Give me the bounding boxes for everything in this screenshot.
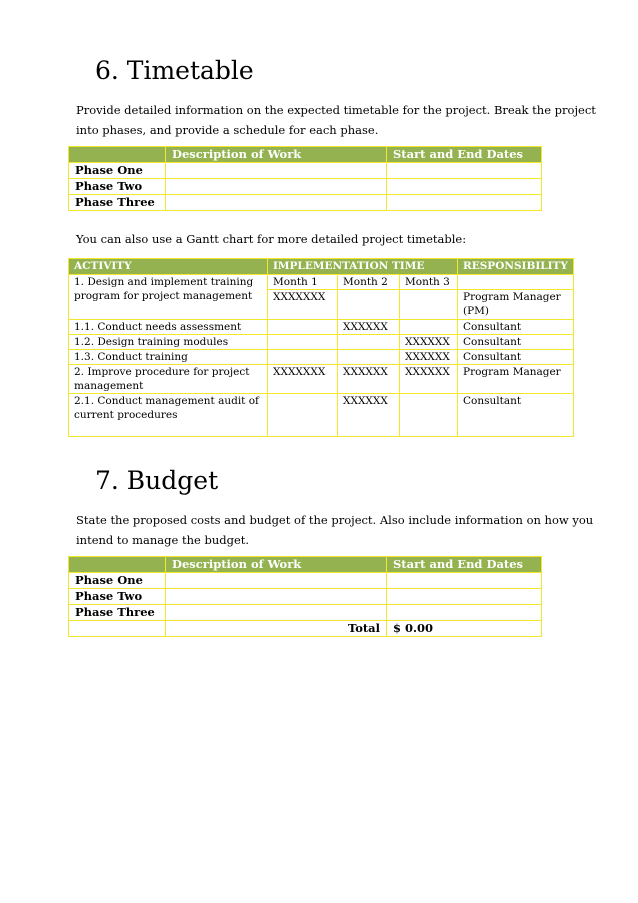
timetable-phase-label: Phase One — [69, 163, 166, 179]
gantt-header-activity: ACTIVITY — [69, 259, 268, 275]
budget-description-cell[interactable] — [166, 605, 387, 621]
gantt-month-label: Month 1 — [268, 275, 338, 290]
gantt-responsibility-cell: Consultant — [458, 320, 574, 335]
table-row — [69, 365, 574, 394]
gantt-resp-blank — [458, 275, 574, 290]
table-row — [69, 605, 542, 621]
timetable-description-cell[interactable] — [166, 163, 387, 179]
gantt-m1-cell: XXXXXXX — [268, 365, 338, 394]
table-row — [69, 350, 574, 365]
gantt-m2-cell — [338, 335, 400, 350]
budget-description-cell[interactable] — [166, 589, 387, 605]
budget-dates-cell[interactable] — [387, 605, 542, 621]
budget-total-blank — [69, 621, 166, 637]
gantt-header-responsibility: RESPONSIBILITY — [458, 259, 574, 275]
timetable-dates-cell[interactable] — [387, 195, 542, 211]
timetable-dates-cell[interactable] — [387, 163, 542, 179]
budget-heading: 7. Budget — [95, 466, 219, 495]
gantt-intro: You can also use a Gantt chart for more detailed project timetable: — [76, 232, 467, 246]
table-row — [69, 573, 542, 589]
gantt-activity-cell: 2. Improve procedure for project management — [69, 365, 268, 394]
gantt-m1-cell — [268, 350, 338, 365]
gantt-m3-cell — [400, 290, 458, 320]
timetable-table — [68, 146, 542, 211]
timetable-intro: Provide detailed information on the expected timetable for the project. Break the project into phases, and provide a schedule for each phase. — [76, 103, 596, 137]
gantt-activity-cell: 1.3. Conduct training — [69, 350, 268, 365]
budget-header-description: Description of Work — [166, 557, 387, 573]
table-row — [69, 394, 574, 437]
table-row — [69, 195, 542, 211]
gantt-m1-cell — [268, 320, 338, 335]
gantt-m2-cell: XXXXXX — [338, 320, 400, 335]
table-row — [69, 179, 542, 195]
gantt-activity-cell: 1.1. Conduct needs assessment — [69, 320, 268, 335]
table-row — [69, 275, 574, 290]
budget-phase-label: Phase One — [69, 573, 166, 589]
gantt-responsibility-cell: Consultant — [458, 350, 574, 365]
budget-total-value: $ 0.00 — [387, 621, 542, 637]
gantt-m3-cell: XXXXXX — [400, 365, 458, 394]
gantt-m2-cell: XXXXXX — [338, 394, 400, 437]
timetable-phase-label: Phase Two — [69, 179, 166, 195]
table-row — [69, 335, 574, 350]
budget-intro: State the proposed costs and budget of the project. Also include information on how you intend to manage the budget. — [76, 513, 594, 547]
timetable-header-row — [69, 147, 542, 163]
timetable-header-dates: Start and End Dates — [387, 147, 542, 163]
gantt-activity-cell: 2.1. Conduct management audit of current procedures — [69, 394, 268, 437]
budget-header-dates: Start and End Dates — [387, 557, 542, 573]
budget-total-label: Total — [166, 621, 387, 637]
gantt-m1-cell: XXXXXXX — [268, 290, 338, 320]
budget-dates-cell[interactable] — [387, 589, 542, 605]
gantt-header-implementation: IMPLEMENTATION TIME — [268, 259, 458, 275]
gantt-header-row — [69, 259, 574, 275]
gantt-m1-cell — [268, 335, 338, 350]
gantt-activity-cell: 1. Design and implement training program for project management — [69, 275, 268, 320]
gantt-m2-cell — [338, 290, 400, 320]
timetable-heading: 6. Timetable — [95, 56, 254, 85]
gantt-m1-cell — [268, 394, 338, 437]
budget-phase-label: Phase Three — [69, 605, 166, 621]
gantt-responsibility-cell: Consultant — [458, 335, 574, 350]
gantt-responsibility-cell: Program Manager — [458, 365, 574, 394]
timetable-description-cell[interactable] — [166, 195, 387, 211]
gantt-m2-cell: XXXXXX — [338, 365, 400, 394]
gantt-month-label: Month 3 — [400, 275, 458, 290]
table-row — [69, 320, 574, 335]
budget-header-blank — [69, 557, 166, 573]
budget-dates-cell[interactable] — [387, 573, 542, 589]
gantt-activity-cell: 1.2. Design training modules — [69, 335, 268, 350]
gantt-table — [68, 258, 574, 437]
timetable-description-cell[interactable] — [166, 179, 387, 195]
gantt-responsibility-cell: Program Manager (PM) — [458, 290, 574, 320]
timetable-header-blank — [69, 147, 166, 163]
timetable-dates-cell[interactable] — [387, 179, 542, 195]
gantt-month-label: Month 2 — [338, 275, 400, 290]
table-row — [69, 589, 542, 605]
budget-total-row — [69, 621, 542, 637]
budget-phase-label: Phase Two — [69, 589, 166, 605]
gantt-m3-cell: XXXXXX — [400, 335, 458, 350]
gantt-m3-cell: XXXXXX — [400, 350, 458, 365]
timetable-header-description: Description of Work — [166, 147, 387, 163]
gantt-m3-cell — [400, 394, 458, 437]
budget-header-row — [69, 557, 542, 573]
budget-table — [68, 556, 542, 637]
budget-description-cell[interactable] — [166, 573, 387, 589]
gantt-responsibility-cell: Consultant — [458, 394, 574, 437]
gantt-m3-cell — [400, 320, 458, 335]
table-row — [69, 163, 542, 179]
timetable-phase-label: Phase Three — [69, 195, 166, 211]
gantt-m2-cell — [338, 350, 400, 365]
